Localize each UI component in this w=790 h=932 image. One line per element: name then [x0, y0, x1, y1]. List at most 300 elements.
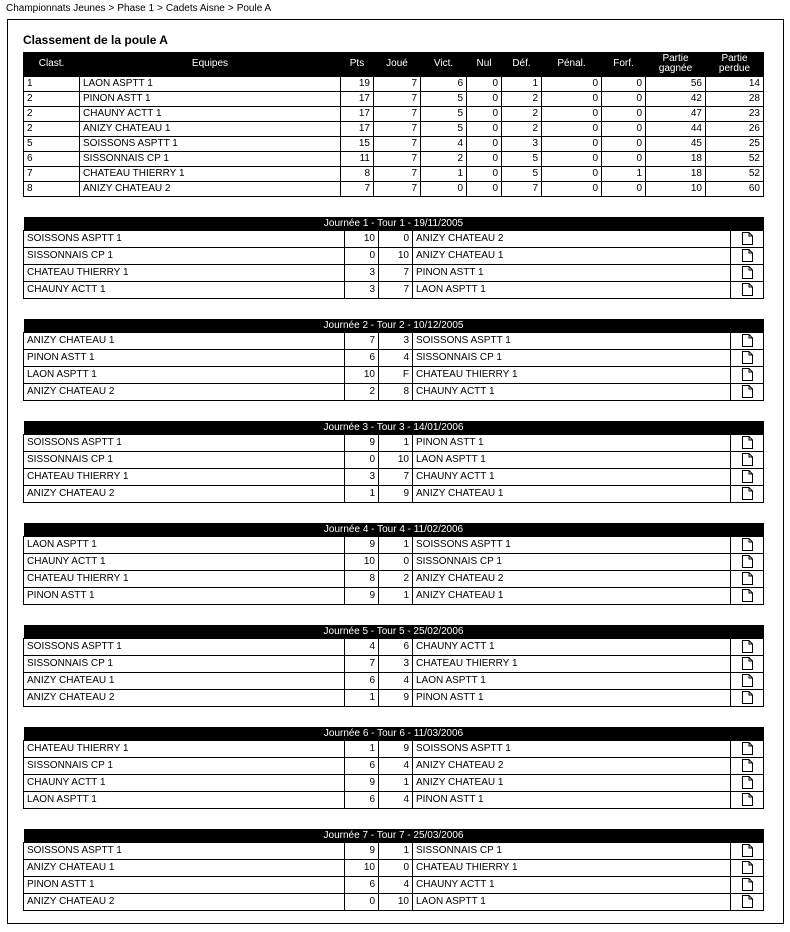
home-team: SISSONNAIS CP 1 — [24, 656, 345, 673]
home-team: ANIZY CHATEAU 2 — [24, 486, 345, 503]
home-score: 0 — [345, 248, 379, 265]
home-team: LAON ASPTT 1 — [24, 792, 345, 809]
match-sheet-cell — [731, 537, 764, 554]
match-sheet-cell — [731, 690, 764, 707]
match-row — [24, 469, 764, 486]
home-score: 10 — [345, 554, 379, 571]
away-team: ANIZY CHATEAU 1 — [413, 486, 731, 503]
document-icon[interactable] — [742, 657, 753, 670]
away-team: CHAUNY ACTT 1 — [413, 469, 731, 486]
cell-losses: 2 — [502, 92, 542, 107]
match-sheet-cell — [731, 554, 764, 571]
standings-row — [24, 182, 764, 197]
match-row — [24, 435, 764, 452]
match-sheet-cell — [731, 469, 764, 486]
breadcrumb-item-division[interactable]: Cadets Aisne — [165, 3, 225, 14]
cell-draws: 0 — [467, 152, 502, 167]
away-team: LAON ASPTT 1 — [413, 282, 731, 299]
match-sheet-cell — [731, 486, 764, 503]
away-score: 9 — [379, 486, 413, 503]
col-header-draws: Nul — [467, 52, 502, 77]
match-sheet-cell — [731, 877, 764, 894]
away-team: CHATEAU THIERRY 1 — [413, 656, 731, 673]
document-icon[interactable] — [742, 555, 753, 568]
match-row — [24, 571, 764, 588]
away-score: 10 — [379, 248, 413, 265]
match-row — [24, 877, 764, 894]
home-team: SISSONNAIS CP 1 — [24, 452, 345, 469]
cell-wins: 5 — [421, 107, 467, 122]
home-score: 6 — [345, 877, 379, 894]
document-icon[interactable] — [742, 453, 753, 466]
home-team: ANIZY CHATEAU 2 — [24, 690, 345, 707]
match-row — [24, 673, 764, 690]
away-score: 4 — [379, 673, 413, 690]
col-header-games-won: Partie gagnée — [646, 52, 706, 77]
document-icon[interactable] — [742, 283, 753, 296]
cell-played: 7 — [374, 92, 421, 107]
page-title: Classement de la poule A — [23, 33, 168, 47]
cell-points: 19 — [341, 77, 374, 92]
home-score: 2 — [345, 384, 379, 401]
cell-forfeits: 0 — [602, 122, 646, 137]
home-score: 4 — [345, 639, 379, 656]
cell-points: 17 — [341, 107, 374, 122]
match-row — [24, 741, 764, 758]
document-icon[interactable] — [742, 895, 753, 908]
cell-played: 7 — [374, 107, 421, 122]
home-score: 0 — [345, 894, 379, 911]
cell-points: 11 — [341, 152, 374, 167]
away-team: SISSONNAIS CP 1 — [413, 843, 731, 860]
document-icon[interactable] — [742, 759, 753, 772]
cell-penalties: 0 — [542, 152, 602, 167]
match-sheet-cell — [731, 367, 764, 384]
matchday-header-row — [24, 829, 764, 843]
home-team: ANIZY CHATEAU 1 — [24, 673, 345, 690]
standings-row — [24, 122, 764, 137]
cell-team: LAON ASPTT 1 — [80, 77, 341, 92]
cell-losses: 2 — [502, 107, 542, 122]
col-header-forfeits: Forf. — [602, 52, 646, 77]
cell-draws: 0 — [467, 122, 502, 137]
cell-games-lost: 14 — [706, 77, 764, 92]
standings-row — [24, 137, 764, 152]
document-icon[interactable] — [742, 266, 753, 279]
matchday-title: Journée 5 - Tour 5 - 25/02/2006 — [24, 625, 764, 639]
col-header-rank: Clast. — [24, 52, 80, 77]
home-team: CHATEAU THIERRY 1 — [24, 741, 345, 758]
away-score: 3 — [379, 656, 413, 673]
away-score: 6 — [379, 639, 413, 656]
document-icon[interactable] — [742, 368, 753, 381]
cell-losses: 3 — [502, 137, 542, 152]
cell-games-won: 44 — [646, 122, 706, 137]
matchday-header-row — [24, 727, 764, 741]
away-team: PINON ASTT 1 — [413, 792, 731, 809]
away-score: 1 — [379, 588, 413, 605]
away-team: CHATEAU THIERRY 1 — [413, 367, 731, 384]
cell-penalties: 0 — [542, 167, 602, 182]
match-sheet-cell — [731, 435, 764, 452]
match-row — [24, 265, 764, 282]
col-header-games-lost: Partie perdue — [706, 52, 764, 77]
match-row — [24, 282, 764, 299]
cell-team: ANIZY CHATEAU 1 — [80, 122, 341, 137]
home-team: ANIZY CHATEAU 2 — [24, 384, 345, 401]
cell-losses: 2 — [502, 122, 542, 137]
home-score: 9 — [345, 775, 379, 792]
match-row — [24, 248, 764, 265]
away-score: 4 — [379, 877, 413, 894]
cell-team: SISSONNAIS CP 1 — [80, 152, 341, 167]
cell-games-won: 10 — [646, 182, 706, 197]
home-score: 0 — [345, 452, 379, 469]
cell-rank: 2 — [24, 122, 80, 137]
matchday-header-row — [24, 217, 764, 231]
home-score: 7 — [345, 656, 379, 673]
matchday-table — [23, 829, 764, 911]
matchday-title: Journée 3 - Tour 3 - 14/01/2006 — [24, 421, 764, 435]
cell-draws: 0 — [467, 92, 502, 107]
cell-rank: 1 — [24, 77, 80, 92]
match-sheet-cell — [731, 588, 764, 605]
cell-draws: 0 — [467, 137, 502, 152]
cell-games-lost: 28 — [706, 92, 764, 107]
home-score: 6 — [345, 350, 379, 367]
breadcrumb-separator: > — [108, 3, 115, 14]
cell-rank: 2 — [24, 92, 80, 107]
home-team: CHATEAU THIERRY 1 — [24, 265, 345, 282]
away-score: 4 — [379, 350, 413, 367]
away-score: 7 — [379, 265, 413, 282]
document-icon[interactable] — [742, 776, 753, 789]
cell-played: 7 — [374, 137, 421, 152]
cell-games-lost: 60 — [706, 182, 764, 197]
match-sheet-cell — [731, 248, 764, 265]
matchday-table — [23, 625, 764, 707]
matchday-table — [23, 217, 764, 299]
document-icon[interactable] — [742, 351, 753, 364]
home-score: 1 — [345, 486, 379, 503]
match-row — [24, 350, 764, 367]
matchday-title: Journée 2 - Tour 2 - 10/12/2005 — [24, 319, 764, 333]
away-score: 10 — [379, 894, 413, 911]
away-team: SISSONNAIS CP 1 — [413, 350, 731, 367]
matchday-header-row — [24, 319, 764, 333]
match-sheet-cell — [731, 282, 764, 299]
home-team: SOISSONS ASPTT 1 — [24, 231, 345, 248]
match-row — [24, 452, 764, 469]
away-score: 7 — [379, 469, 413, 486]
cell-games-won: 56 — [646, 77, 706, 92]
col-header-losses: Déf. — [502, 52, 542, 77]
home-team: ANIZY CHATEAU 1 — [24, 333, 345, 350]
match-row — [24, 367, 764, 384]
match-row — [24, 758, 764, 775]
document-icon[interactable] — [742, 249, 753, 262]
away-score: 1 — [379, 775, 413, 792]
standings-row — [24, 107, 764, 122]
home-team: CHAUNY ACTT 1 — [24, 554, 345, 571]
breadcrumb-item-championnats[interactable]: Championnats Jeunes — [6, 3, 106, 14]
cell-wins: 5 — [421, 122, 467, 137]
document-icon[interactable] — [742, 742, 753, 755]
breadcrumb — [6, 3, 271, 15]
match-row — [24, 894, 764, 911]
home-team: SOISSONS ASPTT 1 — [24, 639, 345, 656]
cell-forfeits: 1 — [602, 167, 646, 182]
cell-forfeits: 0 — [602, 92, 646, 107]
home-team: SISSONNAIS CP 1 — [24, 248, 345, 265]
document-icon[interactable] — [742, 691, 753, 704]
home-score: 8 — [345, 571, 379, 588]
document-icon[interactable] — [742, 470, 753, 483]
match-sheet-cell — [731, 639, 764, 656]
document-icon[interactable] — [742, 878, 753, 891]
matchday-table — [23, 421, 764, 503]
home-score: 3 — [345, 282, 379, 299]
match-row — [24, 231, 764, 248]
cell-points: 7 — [341, 182, 374, 197]
match-row — [24, 554, 764, 571]
home-score: 10 — [345, 860, 379, 877]
match-sheet-cell — [731, 775, 764, 792]
document-icon[interactable] — [742, 334, 753, 347]
match-sheet-cell — [731, 231, 764, 248]
document-icon[interactable] — [742, 793, 753, 806]
away-score: 8 — [379, 384, 413, 401]
cell-games-won: 45 — [646, 137, 706, 152]
home-team: SOISSONS ASPTT 1 — [24, 435, 345, 452]
away-score: 4 — [379, 758, 413, 775]
matchday-header-row — [24, 523, 764, 537]
away-team: PINON ASTT 1 — [413, 265, 731, 282]
col-header-wins: Vict. — [421, 52, 467, 77]
home-team: PINON ASTT 1 — [24, 877, 345, 894]
away-team: CHAUNY ACTT 1 — [413, 639, 731, 656]
away-team: PINON ASTT 1 — [413, 435, 731, 452]
home-score: 10 — [345, 367, 379, 384]
cell-wins: 6 — [421, 77, 467, 92]
away-score: 9 — [379, 741, 413, 758]
cell-forfeits: 0 — [602, 77, 646, 92]
away-score: 0 — [379, 554, 413, 571]
cell-points: 8 — [341, 167, 374, 182]
document-icon[interactable] — [742, 538, 753, 551]
away-score: 1 — [379, 843, 413, 860]
home-team: PINON ASTT 1 — [24, 588, 345, 605]
document-icon[interactable] — [742, 640, 753, 653]
match-row — [24, 860, 764, 877]
away-team: LAON ASPTT 1 — [413, 452, 731, 469]
cell-forfeits: 0 — [602, 152, 646, 167]
match-row — [24, 384, 764, 401]
cell-losses: 1 — [502, 77, 542, 92]
match-row — [24, 656, 764, 673]
cell-rank: 2 — [24, 107, 80, 122]
match-sheet-cell — [731, 656, 764, 673]
document-icon[interactable] — [742, 589, 753, 602]
breadcrumb-separator: > — [227, 3, 234, 14]
away-score: 0 — [379, 860, 413, 877]
away-team: LAON ASPTT 1 — [413, 673, 731, 690]
match-sheet-cell — [731, 571, 764, 588]
away-team: ANIZY CHATEAU 1 — [413, 588, 731, 605]
matchday-table — [23, 727, 764, 809]
away-score: 7 — [379, 282, 413, 299]
cell-losses: 5 — [502, 152, 542, 167]
away-team: ANIZY CHATEAU 1 — [413, 775, 731, 792]
away-team: SISSONNAIS CP 1 — [413, 554, 731, 571]
cell-games-lost: 23 — [706, 107, 764, 122]
match-row — [24, 639, 764, 656]
cell-wins: 0 — [421, 182, 467, 197]
match-row — [24, 775, 764, 792]
home-score: 9 — [345, 588, 379, 605]
document-icon[interactable] — [742, 436, 753, 449]
cell-rank: 5 — [24, 137, 80, 152]
cell-games-lost: 26 — [706, 122, 764, 137]
cell-penalties: 0 — [542, 182, 602, 197]
matchday-title: Journée 1 - Tour 1 - 19/11/2005 — [24, 217, 764, 231]
document-icon[interactable] — [742, 385, 753, 398]
match-row — [24, 690, 764, 707]
cell-penalties: 0 — [542, 107, 602, 122]
standings-row — [24, 152, 764, 167]
match-sheet-cell — [731, 792, 764, 809]
match-sheet-cell — [731, 333, 764, 350]
home-team: SOISSONS ASPTT 1 — [24, 843, 345, 860]
document-icon[interactable] — [742, 232, 753, 245]
cell-draws: 0 — [467, 107, 502, 122]
cell-rank: 7 — [24, 167, 80, 182]
away-score: F — [379, 367, 413, 384]
cell-forfeits: 0 — [602, 182, 646, 197]
cell-penalties: 0 — [542, 122, 602, 137]
document-icon[interactable] — [742, 674, 753, 687]
document-icon[interactable] — [742, 844, 753, 857]
cell-played: 7 — [374, 152, 421, 167]
breadcrumb-item-poule: Poule A — [236, 3, 272, 14]
cell-games-lost: 52 — [706, 167, 764, 182]
cell-wins: 2 — [421, 152, 467, 167]
breadcrumb-item-phase[interactable]: Phase 1 — [117, 3, 155, 14]
away-team: CHATEAU THIERRY 1 — [413, 860, 731, 877]
home-team: SISSONNAIS CP 1 — [24, 758, 345, 775]
cell-penalties: 0 — [542, 77, 602, 92]
cell-forfeits: 0 — [602, 107, 646, 122]
cell-points: 15 — [341, 137, 374, 152]
cell-games-won: 47 — [646, 107, 706, 122]
cell-wins: 1 — [421, 167, 467, 182]
cell-played: 7 — [374, 122, 421, 137]
home-score: 7 — [345, 333, 379, 350]
match-sheet-cell — [731, 452, 764, 469]
away-team: SOISSONS ASPTT 1 — [413, 741, 731, 758]
match-sheet-cell — [731, 741, 764, 758]
standings-table — [23, 52, 764, 197]
away-score: 10 — [379, 452, 413, 469]
match-row — [24, 843, 764, 860]
match-sheet-cell — [731, 350, 764, 367]
away-score: 3 — [379, 333, 413, 350]
home-score: 1 — [345, 741, 379, 758]
away-team: ANIZY CHATEAU 2 — [413, 571, 731, 588]
match-sheet-cell — [731, 860, 764, 877]
home-score: 6 — [345, 792, 379, 809]
breadcrumb-separator: > — [157, 3, 163, 14]
cell-games-won: 18 — [646, 167, 706, 182]
away-score: 1 — [379, 435, 413, 452]
away-team: ANIZY CHATEAU 1 — [413, 248, 731, 265]
away-score: 2 — [379, 571, 413, 588]
cell-points: 17 — [341, 92, 374, 107]
match-row — [24, 537, 764, 554]
match-sheet-cell — [731, 843, 764, 860]
home-score: 9 — [345, 537, 379, 554]
home-score: 3 — [345, 265, 379, 282]
matchday-header-row — [24, 421, 764, 435]
matchday-table — [23, 319, 764, 401]
home-score: 10 — [345, 231, 379, 248]
away-score: 0 — [379, 231, 413, 248]
home-team: CHATEAU THIERRY 1 — [24, 571, 345, 588]
document-icon[interactable] — [742, 487, 753, 500]
away-team: PINON ASTT 1 — [413, 690, 731, 707]
away-team: CHAUNY ACTT 1 — [413, 877, 731, 894]
col-header-played: Joué — [374, 52, 421, 77]
standings-row — [24, 92, 764, 107]
cell-played: 7 — [374, 167, 421, 182]
match-sheet-cell — [731, 758, 764, 775]
away-team: SOISSONS ASPTT 1 — [413, 537, 731, 554]
home-team: CHATEAU THIERRY 1 — [24, 469, 345, 486]
matchday-title: Journée 6 - Tour 6 - 11/03/2006 — [24, 727, 764, 741]
home-team: LAON ASPTT 1 — [24, 537, 345, 554]
home-score: 1 — [345, 690, 379, 707]
match-row — [24, 486, 764, 503]
cell-team: CHATEAU THIERRY 1 — [80, 167, 341, 182]
cell-team: SOISSONS ASPTT 1 — [80, 137, 341, 152]
cell-draws: 0 — [467, 182, 502, 197]
cell-played: 7 — [374, 182, 421, 197]
col-header-team: Equipes — [80, 52, 341, 77]
matchday-header-row — [24, 625, 764, 639]
matchday-table — [23, 523, 764, 605]
home-score: 3 — [345, 469, 379, 486]
cell-team: CHAUNY ACTT 1 — [80, 107, 341, 122]
cell-losses: 7 — [502, 182, 542, 197]
standings-header-row — [24, 52, 764, 77]
match-sheet-cell — [731, 894, 764, 911]
home-score: 9 — [345, 435, 379, 452]
home-team: ANIZY CHATEAU 1 — [24, 860, 345, 877]
cell-wins: 4 — [421, 137, 467, 152]
cell-draws: 0 — [467, 167, 502, 182]
document-icon[interactable] — [742, 572, 753, 585]
standings-row — [24, 77, 764, 92]
away-team: ANIZY CHATEAU 2 — [413, 231, 731, 248]
cell-penalties: 0 — [542, 137, 602, 152]
home-score: 6 — [345, 758, 379, 775]
cell-games-won: 18 — [646, 152, 706, 167]
document-icon[interactable] — [742, 861, 753, 874]
cell-penalties: 0 — [542, 92, 602, 107]
cell-team: ANIZY CHATEAU 2 — [80, 182, 341, 197]
away-score: 1 — [379, 537, 413, 554]
cell-losses: 5 — [502, 167, 542, 182]
